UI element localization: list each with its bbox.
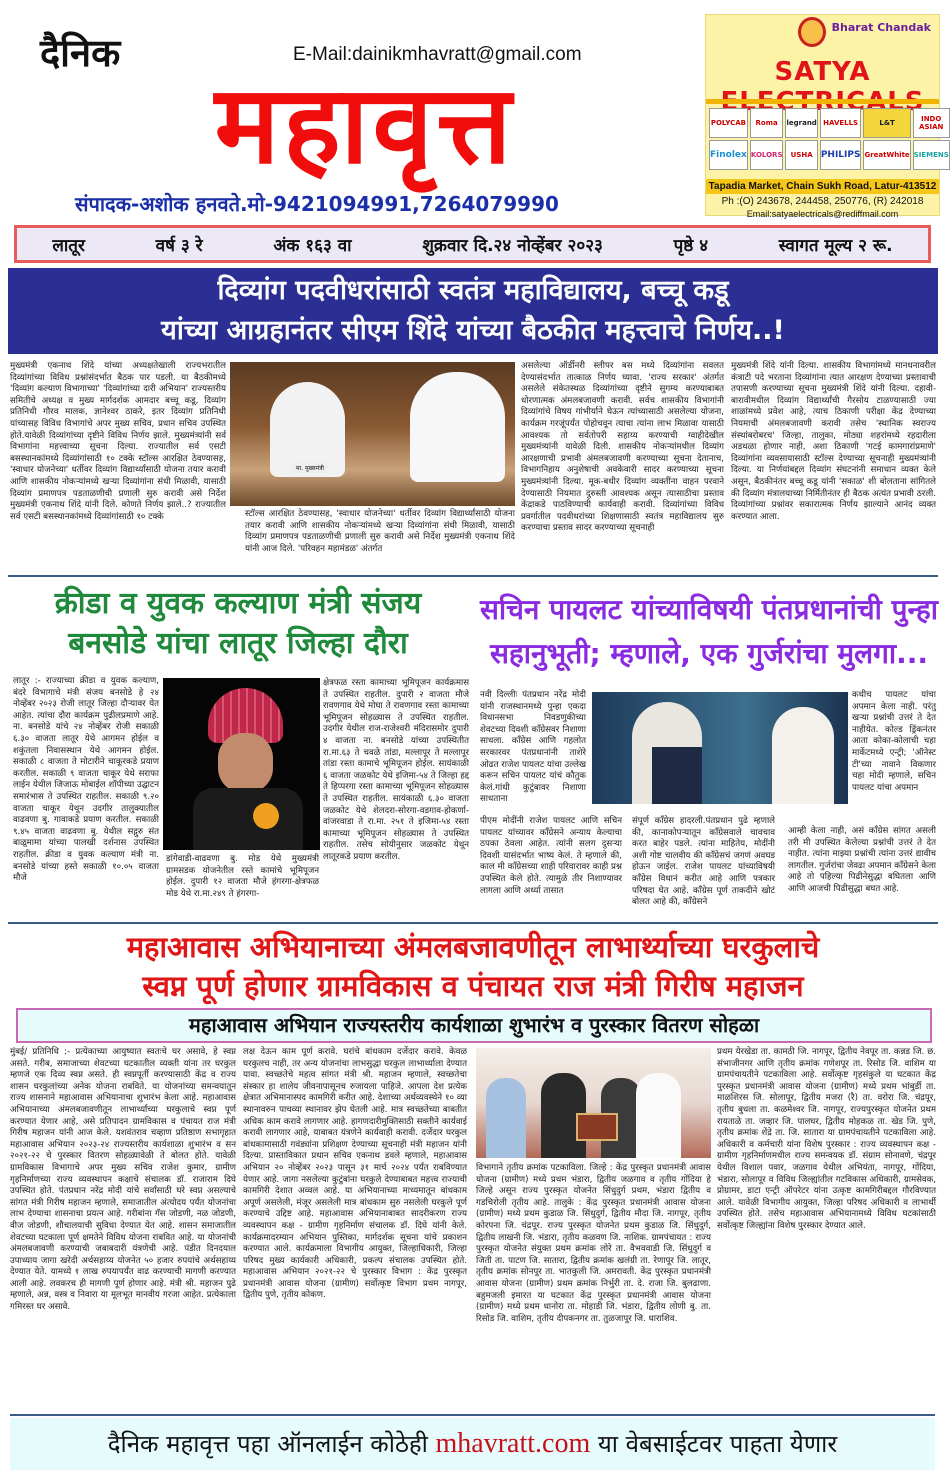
ad-owner: Bharat Chandak (831, 21, 931, 34)
ad-phone: Ph :(O) 243678, 244458, 250776, (R) 242018 (721, 196, 924, 207)
footer-text-after: या वेबसाईटवर पाहता येणार (597, 1430, 838, 1458)
sports-headline-line1: क्रीडा व युवक कल्याण मंत्री संजय (54, 586, 422, 621)
pilot-body-col-right: कधीच पायलट यांचा अपमान केला नाही. परंतु खऱ्या प्रश्नांची उत्तरं ते देत नाहीयेत. कोल्ड ड्रिंकनंतर आता कोका-कोलाची चहा मार्केटमध्ये एन्ट्री; 'ऑनेस्ट टी'च्या नावाने विकणार चहा मोदी म्हणाले, सचिन पायलट यांचा अपमान (852, 690, 936, 793)
minister-portrait-photo (163, 678, 320, 850)
brand-logo: SIEMENS (913, 140, 950, 170)
sports-body-col1: लातूर :- राज्याच्या क्रीडा व युवक कल्याण, बंदरे विभागाचे मंत्री संजय बनसोडे हे २४ नोव्हेंबर २०२३ रोजी लातूर जिल्हा दौऱ्यावर येत आहेत. त्यांचा दौरा कार्यक्रम पुढीलप्रमाणे आहे. ना. बनसोडे यांचे २४ नोव्हेंबर रोजी सकाळी ६.३० वाजता लातूर येथे आगमन होईल व शकुंतला निवासस्थान येथे आगमन होईल. सकाळी ८ वाजता ते मोटारीने चाकूरकडे प्रयाण करतील. सकाळी ९ वाजता चाकूर येथे सराफा लाईन येथील जिजाऊ मोबाईल शॉपीच्या उद्घाटन समारंभास ते उपस्थित राहतील. सकाळी ९.२० वाजता चाकूर येथून उदगीर तालुक्यातील वाढवणा बु. गावाकडे प्रयाण करतील. सकाळी ९.४५ वाजता वाढवणा बु. येथील सद्गुरु संत बाळूमामा यांच्या पालखी दर्शनास उपस्थित राहतील. क्रीडा व युवक कल्याण मंत्री ना. बनसोडे यांच्या हस्ते सकाळी १०.०५ वाजता मौजे (13, 676, 159, 884)
sports-headline-line2: बनसोडे यांचा लातूर जिल्हा दौरा (68, 626, 408, 661)
brand-logo: POLYCAB (709, 108, 748, 138)
lead-body-col3: असलेल्या ऑर्डीनरी स्लीपर बस मध्ये दिव्यांगांना सवलत देण्यासंदर्भात तात्काळ निर्णय घ्यावा. 'राज्य सरकार' अंतर्गत असलेले संकेतस्थळ दिव्यांगांच्या दृष्टीने सुगम्य करण्याबाबत धोरणात्मक अंमलबजावणी करावी. सर्वच शासकीय विभागांनी दिव्यांगांचे विषय गांभीर्याने घेऊन त्यांच्यासाठी असलेल्या योजना, कार्यक्रम गरजूंपर्यंत पोहोचवून त्याचा त्यांना लाभ मिळावा यासाठी आवश्यक तो सर्वतोपरी सहाय्य करण्याची ग्वाहीदेखील मुख्यमंत्र्यांनी यावेळी दिली. शासकीय नोकऱ्यांमधील दिव्यांग आरक्षणाची प्रभावी अंमलबजावणी करण्याच्या सूचना देतानाच, विभागनिहाय अनुशेषाची अवकेवारी सादर करण्याच्या सूचना मुख्यमंत्र्यांनी दिल्या. मूक-बधीर दिव्यांग व्यक्तींना वाहन परवाने देण्यासाठी नियमात दुरुस्ती आवश्यक असून त्यासाठीचा प्रस्ताव केंद्राकडे पाठविण्याची कार्यवाही करावी. दिव्यांगांच्या विविध प्रवर्गातील पदवीधरांच्या शिक्षणासाठी स्वतंत्र महाविद्यालय सुरु करण्याचा प्रस्ताव सादर करण्याच्या सूचनाही (521, 361, 724, 534)
lead-headline (8, 268, 938, 354)
ad-brand-logos (709, 108, 949, 170)
badge (253, 803, 279, 829)
emblem-icon (798, 17, 826, 47)
pilot-body-col2: पीएम मोदींनी राजेश पायलट आणि सचिन पायलट यांच्यावर काँग्रेसने अन्याय केल्याचा ठपका ठेवला आहेत. त्यांनी सलग दुसऱ्या दिवशी यासंदर्भात भाष्य केलं. ते म्हणाले की, काल मी काँग्रेसच्या शाही परिवारावर काही प्रश्न उपस्थित केले होते. त्यामुळे तीर निशाण्यावर लागला आणि अर्ध्या तासात (480, 816, 622, 896)
brand-logo: KOLORS (750, 140, 784, 170)
sports-body-col2: डांगेवाडी-वाढवणा बु. मोड येथे मुख्यमंत्री ग्रामसडक योजनेतील रस्ते कामांचे भूमिपूजन होईल. दुपारी १२ वाजता मौजे हंगरगा-क्षेत्रफळ मोड येथे रा.मा.२४९ ते हंगरगा- (166, 854, 319, 899)
person-figure (410, 372, 505, 482)
sports-headline (8, 584, 468, 664)
face (218, 733, 273, 793)
editor-contact: संपादक-अशोक हनवते.मो-9421094991,7264079990 (75, 192, 559, 216)
website-link[interactable]: mhavratt.com (435, 1428, 591, 1459)
ad-address: Tapadia Market, Chain Sukh Road, Latur-413512 (706, 179, 939, 194)
lead-body-col1: मुख्यमंत्री एकनाथ शिंदे यांच्या अध्यक्षतेखाली राज्यभरातील दिव्यांगांच्या विविध प्रश्नांसंदर्भात बैठक पार पडली. या बैठकीमध्ये 'दिव्यांग कल्याण विभागाच्या' 'दिव्यांगांच्या दारी अभियान' राज्यस्तरीय समितीचे अध्यक्ष व मुख्य मार्गदर्शक आमदार बच्चू कडू, दिव्यांग प्रतिनिधी गौरव मालक, ज्ञानेश्वर ठाकरे, इतर दिव्यांग प्रतिनिधी यांच्यासह विविध विभागांचे अपर मुख्य सचिव, प्रधान सचिव उपस्थित होते.यावेळी दिव्यांगांच्या दृष्टीने विविध निर्णय झाले. मुख्यमंत्र्यांनी सर्व विभागांना महत्त्वाच्या सूचना दिल्या. राज्यातील सर्व एसटी बसस्थानकांमध्ये दिव्यांगांसाठी १० टक्के स्टॉल्स आरक्षित ठेवण्यासह, 'स्वाधार योजनेच्या' धर्तीवर दिव्यांग विद्यार्थ्यांसाठी योजना तयार करावी आणि शासकीय नोकऱ्यांमध्ये खऱ्या दिव्यांगांना संधी मिळावी, यासाठी दिव्यांग प्रमाणपत्र पडताळणीची प्रणाली सुरु करावी असे निर्देश मुख्यमंत्री एकनाथ शिंदे यांनी दिले. कोणते निर्णय झाले..? राज्यातील सर्व एसटी बसस्थानकांमध्ये दिव्यांगांसाठी १० टक्के (10, 361, 226, 522)
sports-body-col3: क्षेत्रफळ रस्ता कामाच्या भूमिपूजन कार्यक्रमास ते उपस्थित राहतील. दुपारी २ वाजता मौजे रावणगाव येथे मोघा ते रावणगाव रस्ता कामाच्या भूमिपूजन सोहळ्यास ते उपस्थित राहतील. उदगीर येथील राज-राजेश्वरी मंदिरासमोर दुपारी ४ वाजता ना. बनसोडे यांच्या उपस्थितीत रा.मा.६३ ते चवळे तांडा, मल्लापूर ते मल्लापूर तांडा रस्ता कामाचे भूमिपूजन होईल. सायंकाळी ६ वाजता जळकोट येथे इजिमा-५४ ते जिल्हा हद्द ते हिप्परगा रस्ता कामाच्या भूमिपूजन सोहळ्यास ते उपस्थित राहतील. सायंकाळी ६.३० वाजता जळकोट येथे शेलदरा-सोरगा-वडगाव-होकर्णा-वांजरवाडा ते रा.मा. २५१ ते इजिमा-५४ रस्ता कामाच्या भूमिपूजन सोहळ्यास ते उपस्थित राहतील. तसेच सोयीनुसार जळकोट येथून लातूरकडे प्रयाण करतील. (323, 678, 469, 862)
section-divider (8, 922, 938, 924)
jacket (193, 788, 303, 850)
brand-logo: Roma (750, 108, 784, 138)
masthead-prefix: दैनिक (40, 31, 121, 75)
person-figure (636, 1073, 681, 1158)
pilot-headline (478, 588, 940, 676)
housing-subheadline: महाआवास अभियान राज्यस्तरीय कार्यशाळा शुभारंभ व पुरस्कार वितरण सोहळा (16, 1008, 932, 1043)
brand-logo: HAVELLS (820, 108, 862, 138)
housing-headline-line2: स्वप्न पूर्ण होणार ग्रामविकास व पंचायत राज मंत्री गिरीष महाजन (142, 969, 804, 1003)
masthead-email[interactable]: E-Mail:dainikmhavratt@gmail.com (293, 44, 582, 65)
cm-meeting-photo (230, 362, 515, 506)
person-figure (772, 707, 834, 804)
housing-body-col1: मुंबई/ प्रतिनिधि :- प्रत्येकाच्या आयुष्यात स्वतःचे घर असावे, हे स्वप्न असते. गरीब, समाजाच्या शेवटच्या घटकातील व्यक्ती यांना तर घरकुल म्हणजे एक दिव्य स्वप्न असते. ही स्वप्नपूर्ती करण्यासाठी केंद्र व राज्य शासन घरकुलांच्या अनेक योजना राबविते. या योजनांच्या समन्वयातून राज्य शासनाने महाआवास अभियानाचा शुभारंभ केला आहे. महाआवास अभियानाच्या अंमलबजावणीतून लाभार्थ्यांच्या घरकुलाचे स्वप्न पूर्ण करण्यात येणार आहे, असे प्रतिपादन ग्रामविकास व पंचायत राज मंत्री गिरीष महाजन यांनी आज केले. यशवंतराव चव्हाण प्रतिष्ठाण सभागृहात महाआवास अभियान २०२३-२४ राज्यस्तरीय कार्यशाळा शुभारंभ व सन २०२१-२२ चे पुरस्कार वितरण सोहळ्यावेळी ते बोलत होते. यावेळी ग्रामविकास विभागाचे अपर मुख्य सचिव राजेश कुमार, ग्रामीण गृहनिर्माणच्या राज्य व्यवस्थापन कक्षाचे संचालक डॉ. राजाराम दिघे उपस्थित होते. पंतप्रधान नरेंद्र मोदी यांचे सर्वांसाठी घरे स्वप्न असल्याचे सांगत मंत्री गिरीष महाजन म्हणाले, समाजातील अंत्योदय पर्यंत योजनांचा लाभ देण्याचा शासनाचा प्रयत्न आहे. गरीबांना गॅस जोडणी, नळ जोडणी, वीज जोडणी, शौचालयाची सुविधा देण्यात येत आहे. शासन समाजातील शेवटच्या घटकाला पूर्ण क्षमतेने विविध योजना राबवित आहे. या योजनांची अंमलबजावणी करण्याची जबाबदारी यंत्रणेची आहे. पंडीत दिनदयाल उपाध्याय जागा खरेदी अर्थसहाय्य योजनेत ५० हजार रुपयांचे अर्थसहाय्य देण्यात येते. यामध्ये १ लाख रुपयापर्यंत वाढ करण्याची मागणी करण्यात आली आहे. लवकरच ही मागणी पूर्ण होणार आहे. मंत्री श्री. महाजन पुढे म्हणाले, अन्न, वस्त्र व निवारा या मूलभूत मानवीय गरजा आहेत. प्रत्येकाला गमिरस्त घर असावे. (10, 1047, 236, 1313)
brand-logo: Finolex (709, 140, 748, 170)
footer-banner (10, 1418, 935, 1470)
person-figure (486, 1078, 526, 1158)
pilot-body-col3: संपूर्ण काँग्रेस हादरली.पंतप्रधान पुढे म्हणाले की, कानाकोपऱ्यातून काँग्रेसवाले चावचाव करत बाहेर पडले. त्यांना माहितेय, मोदींनी अशी गोष्ट चालवीय की काँग्रेसचं जगणं अवघड होऊन जाईल. राजेश पायलट यांच्याविषयी काँग्रेस विधानं करीत आहे आणि पत्रकार परिषदा घेत आहे. काँग्रेस पूर्ण ताकदीने खोटं बोलत आहे की, काँग्रेसने (632, 816, 775, 908)
price: स्वागत मूल्य २ रू. (778, 235, 893, 256)
nameplate: मा. मुख्यमंत्री (292, 463, 328, 473)
brand-logo: USHA (785, 140, 817, 170)
housing-body-col2: लक्ष देऊन काम पूर्ण करावे. घरांचे बांधकाम दर्जेदार करावे. केवळ घरकुलच नाही, तर अन्य योजनांचा लाभसुद्धा घरकुल लाभार्थ्याला देण्यात यावा. स्वच्छतेचे महत्व सांगत मंत्री श्री. महाजन म्हणाले, स्वच्छतेचा संस्कार हा शालेय जीवनापासूनच रुजायला पाहिजे. आपला देश प्रत्येक क्षेत्रात अभिमानास्पद कामगिरी करीत आहे. देशाच्या अर्थव्यवस्थेने १० व्या स्थानावरुन पाचव्या स्थानावर झेप घेतली आहे. मात्र स्वच्छतेच्या बाबतीत अधिक काम करावे लागणार आहे. हागणदारीमुक्तिसाठी सक्तीने कार्यवाई करावी लागणार आहे, याबाबत यंत्रणेने कार्यवाही करावी. दर्जेदार घरकुल बांधकामासाठी गवंड्यांना प्रशिक्षण देण्याच्या सूचनाही मंत्री महाजन यांनी दिल्या. प्रास्ताविकात प्रधान सचिव एकनाथ डवले म्हणाले, महाआवास अभियान २० नोव्हेंबर २०२३ पासून ३१ मार्च २०२४ पर्यंत राबविण्यात येणार आहे. जागा नसलेल्या कुटुंबांना घरकुले देण्याबाबत महत्त्व राज्याची कामगिरी देशात अव्वल आहे. या अभियानाच्या माध्यमातून बांधकाम अपूर्ण असलेली, मंजूर असलेली मात्र बांधकाम सुरु नसलेली घरकुले पूर्ण करण्याचे उद्दिष्ट आहे. महाआवास अभियानाबाबत सादरीकरण राज्य व्यवस्थापन कक्ष - ग्रामीण गृहनिर्माण संचालक डॉ. दिघे यांनी केले. कार्यक्रमादरम्यान अभियान पुस्तिका, मार्गदर्शक सूचना यांचे प्रकाशन करण्यात आले. कार्यक्रमाला विभागीय आयुक्त, जिल्हाधिकारी, जिल्हा परिषद मुख्य कार्यकारी अधिकारी, प्रकल्प संचालक उपस्थित होते. महाआवास अभियान २०२१-२२ चे पुरस्कार विभाग : केंद्र पुरस्कृत प्रधानमंत्री आवास योजना (ग्रामीण) सर्वोत्कृष्ट विभाग प्रथम नागपूर, द्वितीय पुणे, तृतीय कोकण. (243, 1047, 467, 1301)
ad-brand: SATYA (774, 57, 871, 87)
lead-headline-line1: दिव्यांग पदवीधरांसाठी स्वतंत्र महाविद्यालय, बच्चू कडू (217, 275, 729, 306)
section-divider (10, 1414, 935, 1416)
ad-divider (706, 99, 939, 104)
housing-body-col4: प्रथम येरखेडा ता. कामठी जि. नागपूर, द्वितीय नेवपूर ता. कन्नड जि. छ. संभाजीनगर आणि तृतीय क्रमांक गणेशपूर ता. रिसोड जि. वाशिम या ग्रामपंचायतीने पटकाविला आहे. सर्वोत्कृष्ट गृहसंकुले या घटकात केंद्र पुरस्कृत प्रधानमंत्री आवास योजना (ग्रामीण) मध्ये प्रथम भांबुर्डी ता. माळशिरस जि. सोलापूर, द्वितीय मजरा (रै) ता. वरोरा जि. चंद्रपूर, तृतीय बुधला ता. कळमेश्वर जि. नागपूर, राज्यपुरस्कृत योजनेत प्रथम रायताळे ता. जव्हार जि. पालघर, द्वितीय मोहकळ ता. खेड जि. पुणे, तृतीय क्रमांक शेंद्रे ता. जि. सातारा या ग्रामपंचायतीने पटकाविला आहे. अधिकारी व कर्मचारी यांना विशेष पुरस्कार : राज्य व्यवस्थापन कक्ष - ग्रामीण गृहनिर्माणमधील राज्य समन्वयक डॉ. संग्राम सोनावणे, चंद्रपूर येथील विशाल पवार, जळगाव येथील अभियंता, नागपूर, गोंदिया, भंडारा, सोलापूर व विविध जिल्ह्यांतील गटविकास अधिकारी, ग्रामसेवक, प्रोग्रामर, डाटा एन्ट्री ऑपरेटर यांना उत्कृष्ट कामगिरीबद्दल गौरविण्यात आले. यावेळी विभागीय आयुक्त, जिल्हा परिषद अधिकारी व लाभार्थी उपस्थित होते. तसेच महाआवास अभियानामध्ये विविध घटकांसाठी सर्वोत्कृष्ट जिल्ह्यांना विशेष पुरस्कार देण्यात आले. (717, 1047, 936, 1231)
vest (652, 747, 702, 804)
award-frame (576, 1113, 618, 1141)
issue-info-bar (14, 225, 931, 263)
ad-email: Email:satyaelectricals@rediffmail.com (746, 209, 899, 219)
section-divider (8, 575, 938, 577)
city: लातूर (52, 235, 85, 256)
issue-number: अंक १६३ वा (273, 235, 352, 256)
pilot-body-col4: आम्ही केला नाही, असं काँग्रेस सांगत असली तरी मी उपस्थित केलेल्या प्रश्नांची उत्तरं ते देत नाहीत. त्यांना माझ्या प्रश्नांची त्यांना उत्तरं द्यावीच लागतील. गुर्जरांचा जेवढा अपमान काँग्रेसने केला आहे तो पहिल्या पिढीनेसुद्धा बघितला आणि आणि आजची पिढीसुद्धा बघत आहे. (788, 826, 936, 894)
brand-logo: PHILIPS (820, 140, 862, 170)
pilot-headline-line1: सचिन पायलट यांच्याविषयी पंतप्रधानांची पुन्हा (479, 593, 939, 626)
masthead-title: महावृत्त (214, 63, 516, 188)
brand-logo: legrand (785, 108, 817, 138)
lead-body-col4: मुख्यमंत्री शिंदे यांनी दिल्या. शासकीय विभागांमध्ये मानधनावरील कंत्राटी पदे भरताना दिव्यांगांना त्यात आरक्षण देण्याच्या प्रस्तावाची तपासणी करण्याच्या सूचना मुख्यमंत्री शिंदे यांनी दिल्या. दहावी-बारावीमधील दिव्यांग विद्यार्थ्यांची गैरसोय टाळण्यासाठी ज्या शाळांमध्ये प्रवेश आहे, त्याच ठिकाणी परीक्षा केंद्र देण्याच्या नियमाची अंमलबजावणी करावी तसेच 'स्थानिक स्वराज्य संस्थांबरोबरच' जिल्हा, तालुका, मोठ्या शहरांमध्ये रहदारीला अडथळा होणार नाही, अशा ठिकाणी 'गटई कामगारांप्रमाणे' दिव्यांगांना व्यवसायासाठी स्टॉल्स देण्याच्या सूचनाही मुख्यमंत्र्यांनी दिल्या. या निर्णयांबद्दल दिव्यांग संघटनांनी समाधान व्यक्त केले असून, बैठकीनंतर बच्चू कडू यांनी 'सकाळ' शी बोलताना सांगितले की दिव्यांग मंत्रालयाच्या निर्मितीनंतर ही बैठक अत्यंत प्रभावी ठरली. दिव्यांगांच्या प्रश्नांवर सकारात्मक निर्णय झाल्याने आनंद व्यक्त करण्यात आला. (731, 361, 936, 522)
year: वर्ष ३ रे (155, 235, 203, 256)
pilot-headline-line2: सहानुभूती; म्हणाले, एक गुर्जरांचा मुलगा... (489, 637, 929, 670)
satya-electricals-ad (705, 14, 949, 219)
housing-body-col3: विभागाने तृतीय क्रमांक पटकाविला. जिल्हे : केंद्र पुरस्कृत प्रधानमंत्री आवास योजना (ग्रामीण) मध्ये प्रथम भंडारा, द्वितीय जळगाव व तृतीय गोंदिया हे जिल्हे असून राज्य पुरस्कृत योजनेत सिंधुदुर्ग प्रथम, भंडारा द्वितीय व गडचिरोली तृतीय आहे. तालुके : केंद्र पुरस्कृत प्रधानमंत्री आवास योजना (ग्रामीण) मध्ये प्रथम कुडाळ जि. सिंधुदुर्ग, द्वितीय मौदा जि. नागपूर, तृतीय कोरपना जि. चंद्रपूर. राज्य पुरस्कृत योजनेत प्रथम कुडाळ जि. सिंधुदुर्ग, द्वितीय लाखनी जि. भंडारा, तृतीय कळवण जि. नाशिक. ग्रामपंचायत : राज्य पुरस्कृत योजनेत संयुक्त प्रथम क्रमांक लोरे ता. वैभववाडी जि. सिंधुदुर्ग व जिती ता. पाटण जि. सातारा, द्वितीय क्रमांक खलंग्री ता. रेणापूर जि. लातूर, तृतीय क्रमांक सोनपूर ता. भातकुली जि. अमरावती. केंद्र पुरस्कृत प्रधानमंत्री आवास योजना (ग्रामीण) प्रथम क्रमांक निर्भुरी ता. दे. राजा जि. बुलढाणा. बहुमजली इमारत या घटकात केंद्र पुरस्कृत प्रधानमंत्री आवास योजना (ग्रामीण) मध्ये प्रथम धानोरा ता. मोहाडी जि. भंडारा, द्वितीय लोणी बु. ता. रिसोड जि. वाशिम, तृतीय दीपकनगर ता. तुळजापूर जि. धाराशिव. (476, 1163, 711, 1324)
page-count: पृष्ठे ४ (673, 235, 709, 256)
award-ceremony-photo (476, 1048, 711, 1158)
housing-headline-line1: महाआवास अभियानाच्या अंमलबजावणीतून लाभार्थ्याच्या घरकुलाचे (126, 930, 820, 964)
issue-date: शुक्रवार दि.२४ नोव्हेंबर २०२३ (422, 235, 603, 256)
housing-headline (8, 928, 938, 1006)
brand-logo: GreatWhite (863, 140, 910, 170)
lead-headline-line2: यांच्या आग्रहानंतर सीएम शिंदे यांच्या बैठकीत महत्त्वाचे निर्णय..! (161, 315, 785, 346)
lead-body-col2: स्टॉल्स आरक्षित ठेवण्यासह, 'स्वाधार योजनेच्या' धर्तीवर दिव्यांग विद्यार्थ्यांसाठी योजना तयार करावी आणि शासकीय नोकऱ्यांमध्ये खऱ्या दिव्यांगांना संधी मिळावी, यासाठी दिव्यांग प्रमाणपत्र पडताळणीची प्रणाली सुरु करावी असे निर्देश मुख्यमंत्री एकनाथ शिंदे यांनी आज दिले. 'परिवहन महामंडळ' अंतर्गत (245, 509, 515, 554)
brand-logo: L&T (863, 108, 910, 138)
brand-logo: INDO ASIAN (913, 108, 950, 138)
pilot-body-col1: नवी दिल्लीः पंतप्रधान नरेंद्र मोदी यांनी राजस्थानमध्ये पुन्हा एकदा विधानसभा निवडणुकीच्या शेवटच्या दिवशी काँग्रेसवर निशाणा साधला. काँग्रेस आणि गहलोत सरकारवर पंतप्रधानांनी ताशेरे ओढत राजेश पायलट यांचा उल्लेख करून सचिन पायलट यांचं कौतुक केलं.गांधी कुटुंबावर निशाणा साधताना (480, 690, 586, 805)
modi-pilot-photo (592, 692, 848, 804)
footer-text-before: दैनिक महावृत्त पहा ऑनलाईन कोठेही (107, 1430, 428, 1458)
